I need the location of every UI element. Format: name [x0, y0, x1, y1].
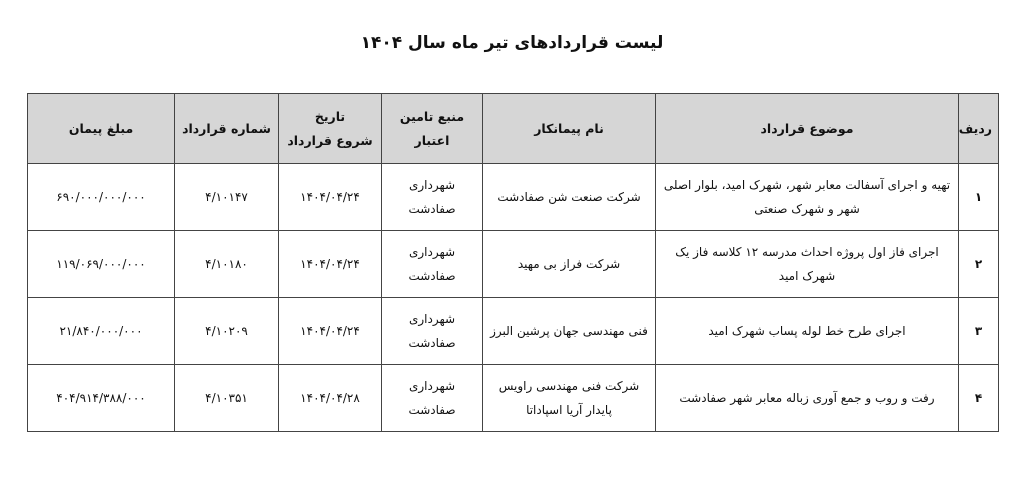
page-title: لیست قراردادهای تیر ماه سال ۱۴۰۴: [360, 33, 664, 53]
start-date: [279, 231, 382, 298]
header-amount: مبلغ پیمان: [28, 94, 175, 164]
header-start-line2: شروع قرارداد: [287, 132, 373, 148]
header-contractor: نام پیمانکار: [483, 94, 656, 164]
contract-number-value: ۴/۱۰۲۰۹: [205, 324, 248, 338]
contract-amount: [28, 365, 175, 432]
header-funding: منبع تامین اعتبار: [382, 94, 483, 164]
header-contract-number: شماره قرارداد: [175, 94, 279, 164]
contract-subject: اجرای طرح خط لوله پساب شهرک امید: [656, 298, 959, 365]
start-date-value: ۱۴۰۴/۰۴/۲۴: [300, 324, 360, 338]
contract-amount: [28, 298, 175, 365]
contractor-name: شرکت فراز بی مهید: [483, 231, 656, 298]
start-date-value: ۱۴۰۴/۰۴/۲۸: [300, 391, 360, 405]
contract-number-value: ۴/۱۰۱۴۷: [205, 190, 248, 204]
header-start-date: [279, 94, 382, 164]
row-number: ۳: [959, 298, 999, 365]
row-number: ۴: [959, 365, 999, 432]
contract-amount-value: ۱۱۹/۰۶۹/۰۰۰/۰۰۰: [56, 257, 146, 271]
contract-amount-value: ۴۰۴/۹۱۴/۳۸۸/۰۰۰: [56, 391, 146, 405]
contract-subject: تهیه و اجرای آسفالت معابر شهر، شهرک امید، بلوار اصلی شهر و شهرک صنعتی: [656, 164, 959, 231]
funding-source: شهرداری صفادشت: [382, 298, 483, 365]
contract-number: [175, 298, 279, 365]
contract-amount: [28, 231, 175, 298]
contract-number: [175, 231, 279, 298]
table-row: [28, 298, 999, 365]
contractor-name: شرکت صنعت شن صفادشت: [483, 164, 656, 231]
contract-number-value: ۴/۱۰۳۵۱: [205, 391, 248, 405]
table-row: [28, 164, 999, 231]
contract-subject: اجرای فاز اول پروژه احداث مدرسه ۱۲ کلاسه فاز یک شهرک امید: [656, 231, 959, 298]
contract-number: [175, 365, 279, 432]
funding-source: شهرداری صفادشت: [382, 164, 483, 231]
row-number: ۲: [959, 231, 999, 298]
contract-subject: رفت و روب و جمع آوری زباله معابر شهر صفادشت: [656, 365, 959, 432]
table-row: [28, 365, 999, 432]
contractor-name: فنی مهندسی جهان پرشین البرز: [483, 298, 656, 365]
start-date: [279, 365, 382, 432]
header-subject: موضوع قرارداد: [656, 94, 959, 164]
start-date: [279, 164, 382, 231]
header-start-line1: تاریخ: [314, 108, 346, 124]
header-row: [28, 94, 999, 164]
start-date-value: ۱۴۰۴/۰۴/۲۴: [300, 190, 360, 204]
header-row-number: ردیف: [959, 94, 999, 164]
contract-number: [175, 164, 279, 231]
start-date-value: ۱۴۰۴/۰۴/۲۴: [300, 257, 360, 271]
contract-number-value: ۴/۱۰۱۸۰: [205, 257, 248, 271]
contract-amount: [28, 164, 175, 231]
contract-amount-value: ۶۹۰/۰۰۰/۰۰۰/۰۰۰: [56, 190, 146, 204]
start-date: [279, 298, 382, 365]
funding-source: شهرداری صفادشت: [382, 231, 483, 298]
contracts-table: [27, 93, 999, 432]
row-number: ۱: [959, 164, 999, 231]
contract-amount-value: ۲۱/۸۴۰/۰۰۰/۰۰۰: [59, 324, 143, 338]
funding-source: شهرداری صفادشت: [382, 365, 483, 432]
table-row: [28, 231, 999, 298]
contractor-name: شرکت فنی مهندسی راویس پایدار آریا اسپاداتا: [483, 365, 656, 432]
